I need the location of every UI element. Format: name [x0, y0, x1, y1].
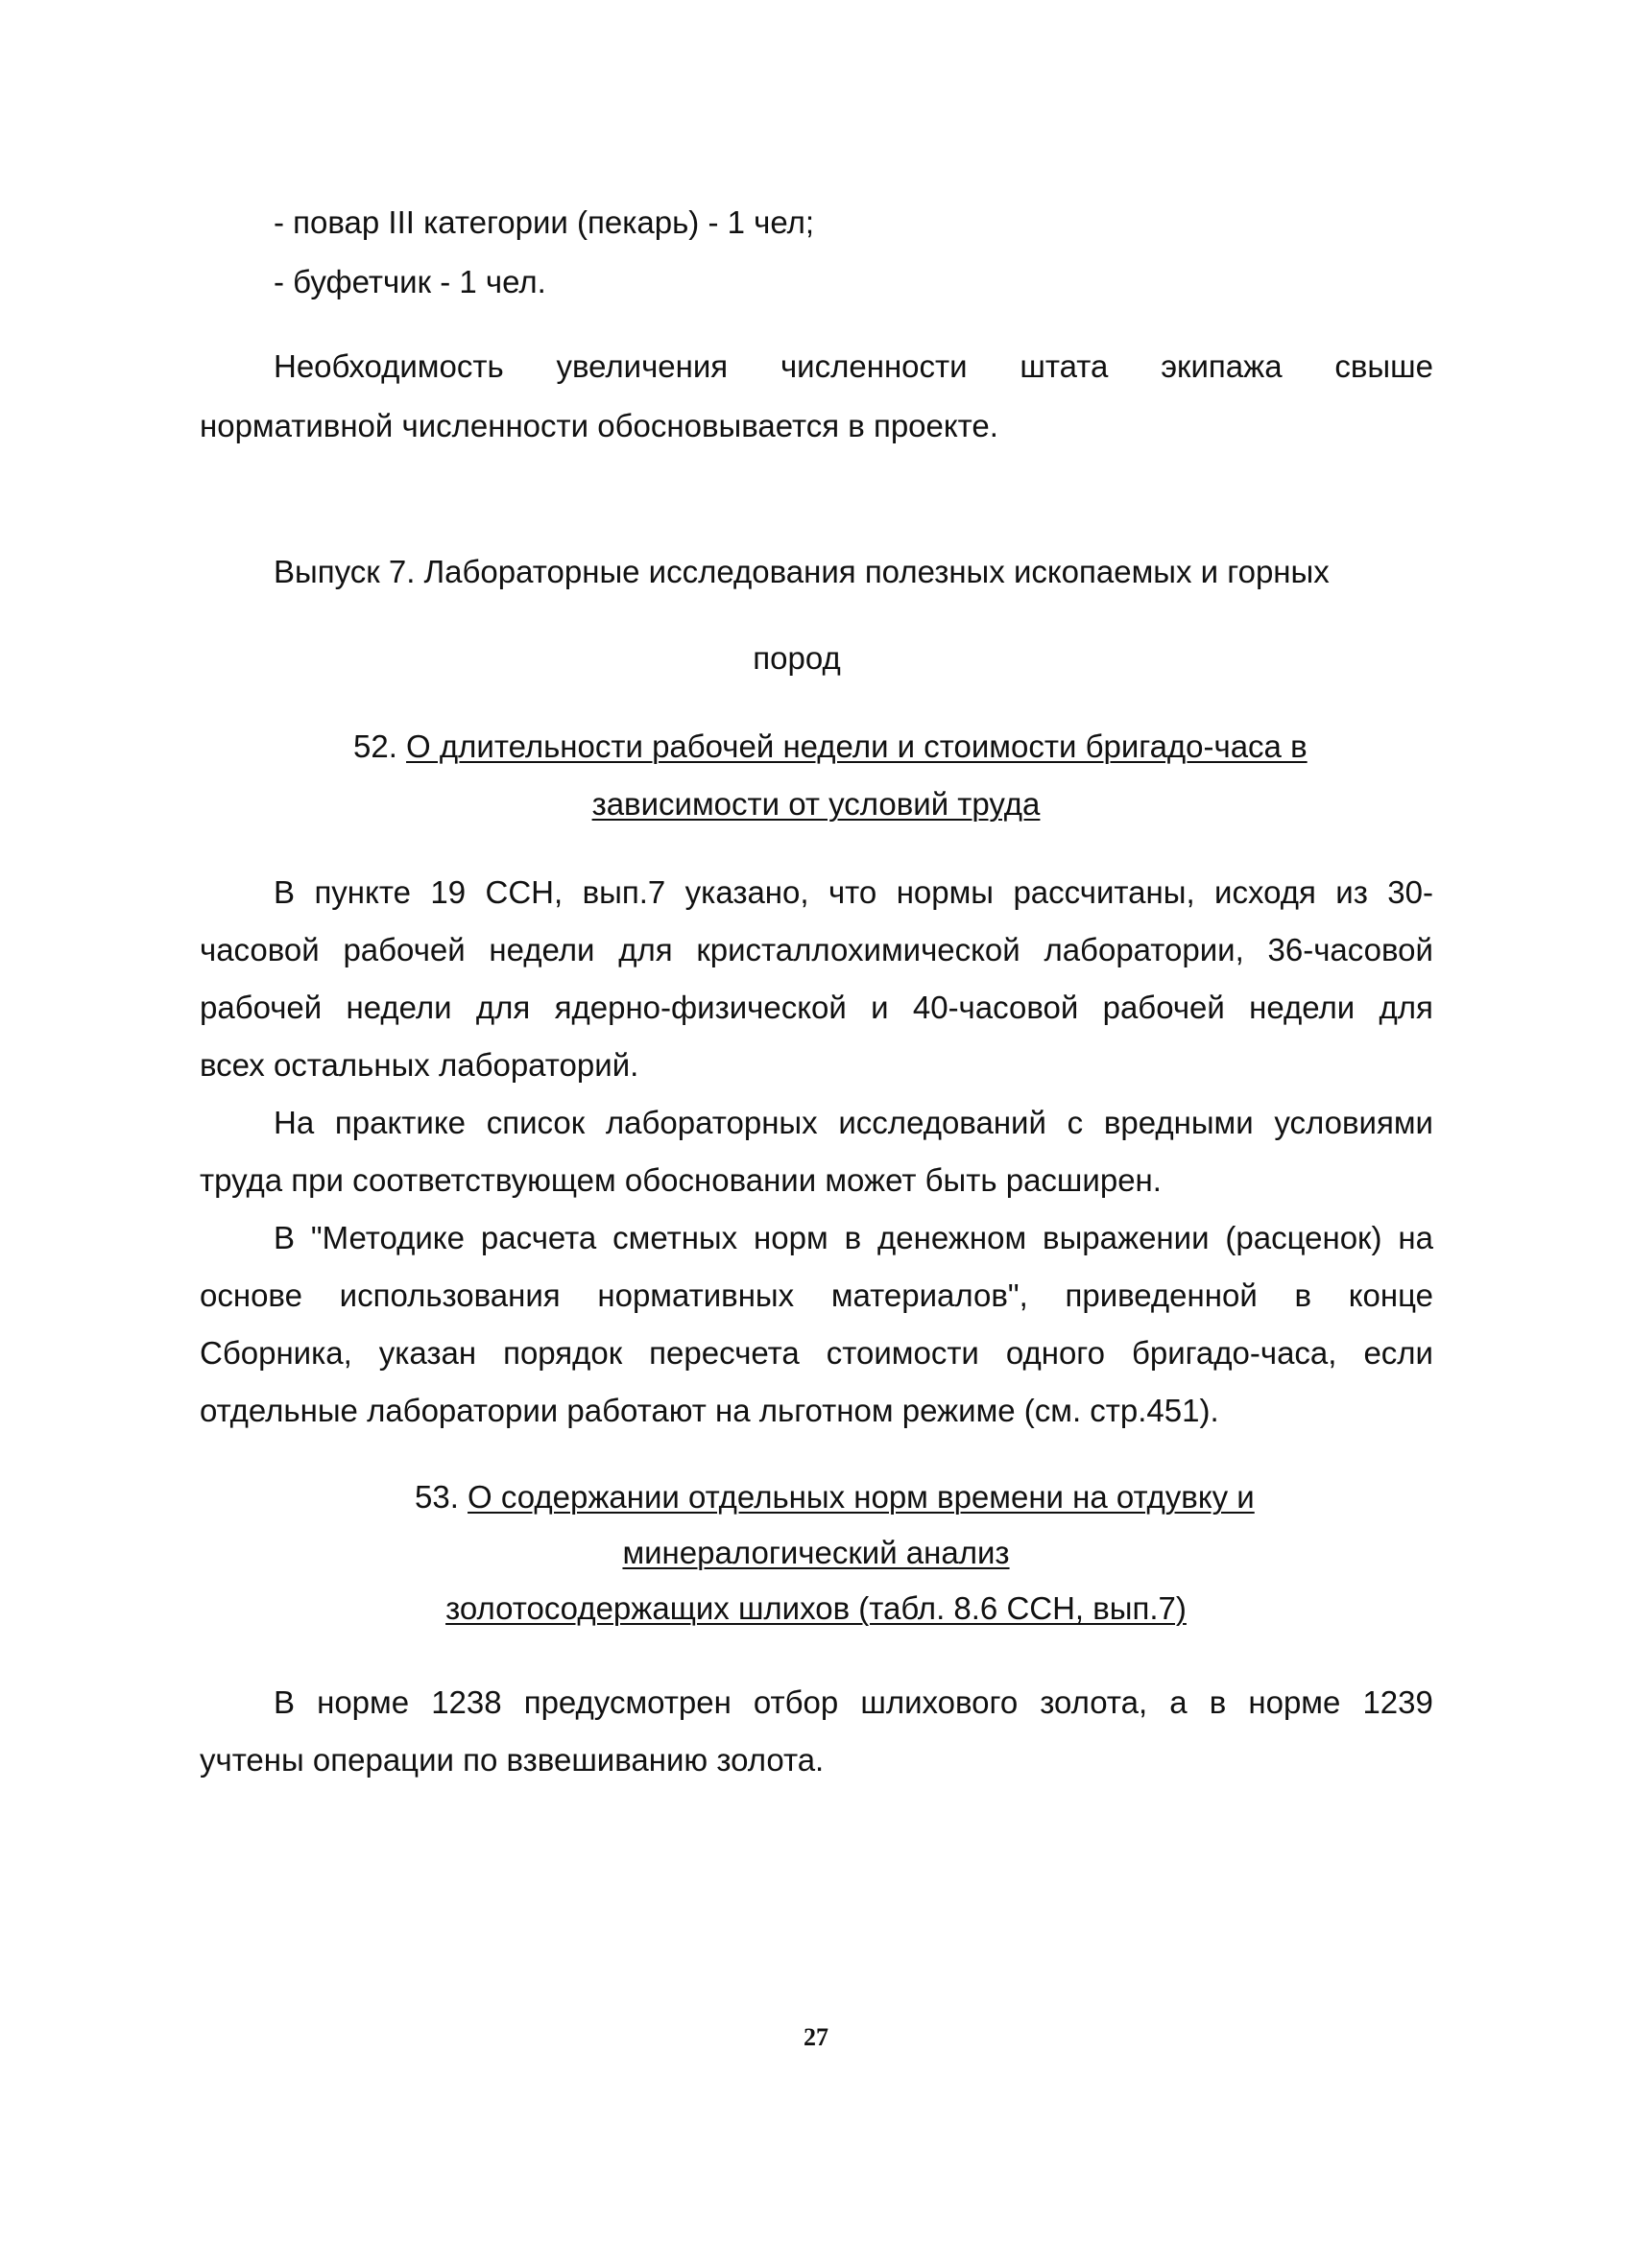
section-53-number: 53. — [415, 1479, 459, 1515]
word: что — [828, 874, 877, 910]
word: вып.7 — [582, 874, 666, 910]
section-52-title-line2: зависимости от условий труда — [591, 786, 1041, 822]
word: выражении — [1043, 1220, 1210, 1255]
word: штата — [1020, 348, 1109, 384]
word: золота, — [1040, 1684, 1148, 1720]
page-number: 27 — [804, 2023, 828, 2051]
para-53-1-line2: учтены операции по взвешиванию золота. — [200, 1742, 825, 1778]
word: нормы — [896, 874, 995, 910]
word: расчета — [480, 1220, 597, 1255]
word: норме — [317, 1684, 410, 1720]
word: денежном — [876, 1220, 1027, 1255]
word: ядерно-физической — [554, 990, 847, 1025]
para-52-3-line2 — [200, 1277, 1433, 1315]
para-52-1-line2 — [200, 931, 1433, 969]
word: лаборатории, — [1044, 932, 1244, 967]
word: рассчитаны, — [1013, 874, 1195, 910]
word: (расценок) — [1225, 1220, 1382, 1255]
word: приведенной — [1065, 1277, 1258, 1313]
word: для — [1379, 990, 1433, 1025]
word: шлихового — [860, 1684, 1019, 1720]
word: в — [1209, 1684, 1227, 1720]
para-crew-line2: нормативной численности обосновывается в проекте. — [200, 408, 998, 443]
word: 30- — [1387, 874, 1433, 910]
word: численности — [780, 348, 968, 384]
word: В — [274, 1684, 296, 1720]
word: список — [486, 1105, 586, 1140]
word: предусмотрен — [523, 1684, 732, 1720]
word: "Методике — [310, 1220, 465, 1255]
word: часовой — [200, 932, 320, 967]
word: пункте — [314, 874, 411, 910]
word: для — [475, 990, 531, 1025]
word: Необходимость — [274, 348, 504, 384]
word: пересчета — [649, 1335, 800, 1371]
para-52-3-line4: отдельные лаборатории работают на льготном режиме (см. стр.451). — [200, 1393, 1219, 1428]
word: норме — [1248, 1684, 1341, 1720]
word: недели — [489, 932, 595, 967]
section-53-title-line3: золотосодержащих шлихов (табл. 8.6 ССН, вып.7) — [445, 1590, 1187, 1626]
word: бригадо-часа, — [1131, 1335, 1337, 1371]
section-52-title — [353, 728, 1308, 766]
section-52-number: 52. — [353, 728, 397, 764]
issue-heading-line1: Выпуск 7. Лабораторные исследования полезных ископаемых и горных — [274, 554, 1330, 589]
para-52-1-line3 — [200, 989, 1433, 1027]
word: рабочей — [200, 990, 323, 1025]
word: нормативных — [597, 1277, 795, 1313]
word: для — [618, 932, 673, 967]
word: основе — [200, 1277, 302, 1313]
section-53-title — [415, 1478, 1255, 1516]
section-53-title-line2: минералогический анализ — [622, 1535, 1010, 1570]
para-52-3-line1 — [274, 1219, 1433, 1257]
para-52-2-line2: труда при соответствующем обосновании может быть расширен. — [200, 1162, 1162, 1198]
word: На — [274, 1105, 315, 1140]
word: экипажа — [1161, 348, 1283, 384]
word: недели — [346, 990, 452, 1025]
word: свыше — [1334, 348, 1433, 384]
word: с — [1067, 1105, 1084, 1140]
word: Сборника, — [200, 1335, 352, 1371]
word: лабораторных — [605, 1105, 818, 1140]
para-52-1-line1 — [274, 873, 1433, 912]
word: указано, — [684, 874, 809, 910]
word: рабочей — [343, 932, 466, 967]
word: сметных — [612, 1220, 738, 1255]
word: если — [1363, 1335, 1433, 1371]
word: 40-часовой — [912, 990, 1079, 1025]
word: норм — [754, 1220, 828, 1255]
issue-heading-line2: пород — [753, 640, 841, 676]
list-item-barman: - буфетчик - 1 чел. — [274, 264, 546, 299]
word: и — [871, 990, 889, 1025]
word: условиями — [1274, 1105, 1433, 1140]
word: а — [1169, 1684, 1188, 1720]
list-item-cook: - повар III категории (пекарь) - 1 чел; — [274, 204, 815, 240]
word: из — [1335, 874, 1368, 910]
word: вредными — [1103, 1105, 1254, 1140]
word: исходя — [1214, 874, 1316, 910]
word: исследований — [838, 1105, 1046, 1140]
word: отбор — [753, 1684, 839, 1720]
word: порядок — [503, 1335, 623, 1371]
word: 19 — [430, 874, 467, 910]
para-52-2-line1 — [274, 1104, 1433, 1142]
word: практике — [334, 1105, 466, 1140]
para-52-1-line4: всех остальных лабораторий. — [200, 1047, 639, 1083]
section-53-title-line3-wrap — [0, 1589, 1632, 1628]
word: использования — [339, 1277, 561, 1313]
section-52-title-line1: О длительности рабочей недели и стоимости бригадо-часа в — [406, 728, 1308, 764]
word: В — [274, 1220, 296, 1255]
word: кристаллохимической — [696, 932, 1020, 967]
para-crew-line1 — [274, 347, 1433, 386]
word: конце — [1348, 1277, 1433, 1313]
section-52-title-line2-wrap — [0, 785, 1632, 824]
word: ССН, — [485, 874, 564, 910]
word: в — [844, 1220, 862, 1255]
word: увеличения — [556, 348, 729, 384]
word: одного — [1005, 1335, 1105, 1371]
word: 1238 — [431, 1684, 502, 1720]
para-53-1-line1 — [274, 1683, 1433, 1722]
word: указан — [378, 1335, 477, 1371]
word: недели — [1249, 990, 1356, 1025]
word: В — [274, 874, 296, 910]
word: на — [1398, 1220, 1433, 1255]
para-52-3-line3 — [200, 1334, 1433, 1373]
word: в — [1294, 1277, 1311, 1313]
section-53-title-line1: О содержании отдельных норм времени на отдувку и — [468, 1479, 1255, 1515]
word: 1239 — [1362, 1684, 1433, 1720]
word: стоимости — [826, 1335, 979, 1371]
word: 36-часовой — [1267, 932, 1433, 967]
section-53-title-line2-wrap — [0, 1534, 1632, 1572]
word: рабочей — [1102, 990, 1225, 1025]
word: материалов", — [830, 1277, 1028, 1313]
